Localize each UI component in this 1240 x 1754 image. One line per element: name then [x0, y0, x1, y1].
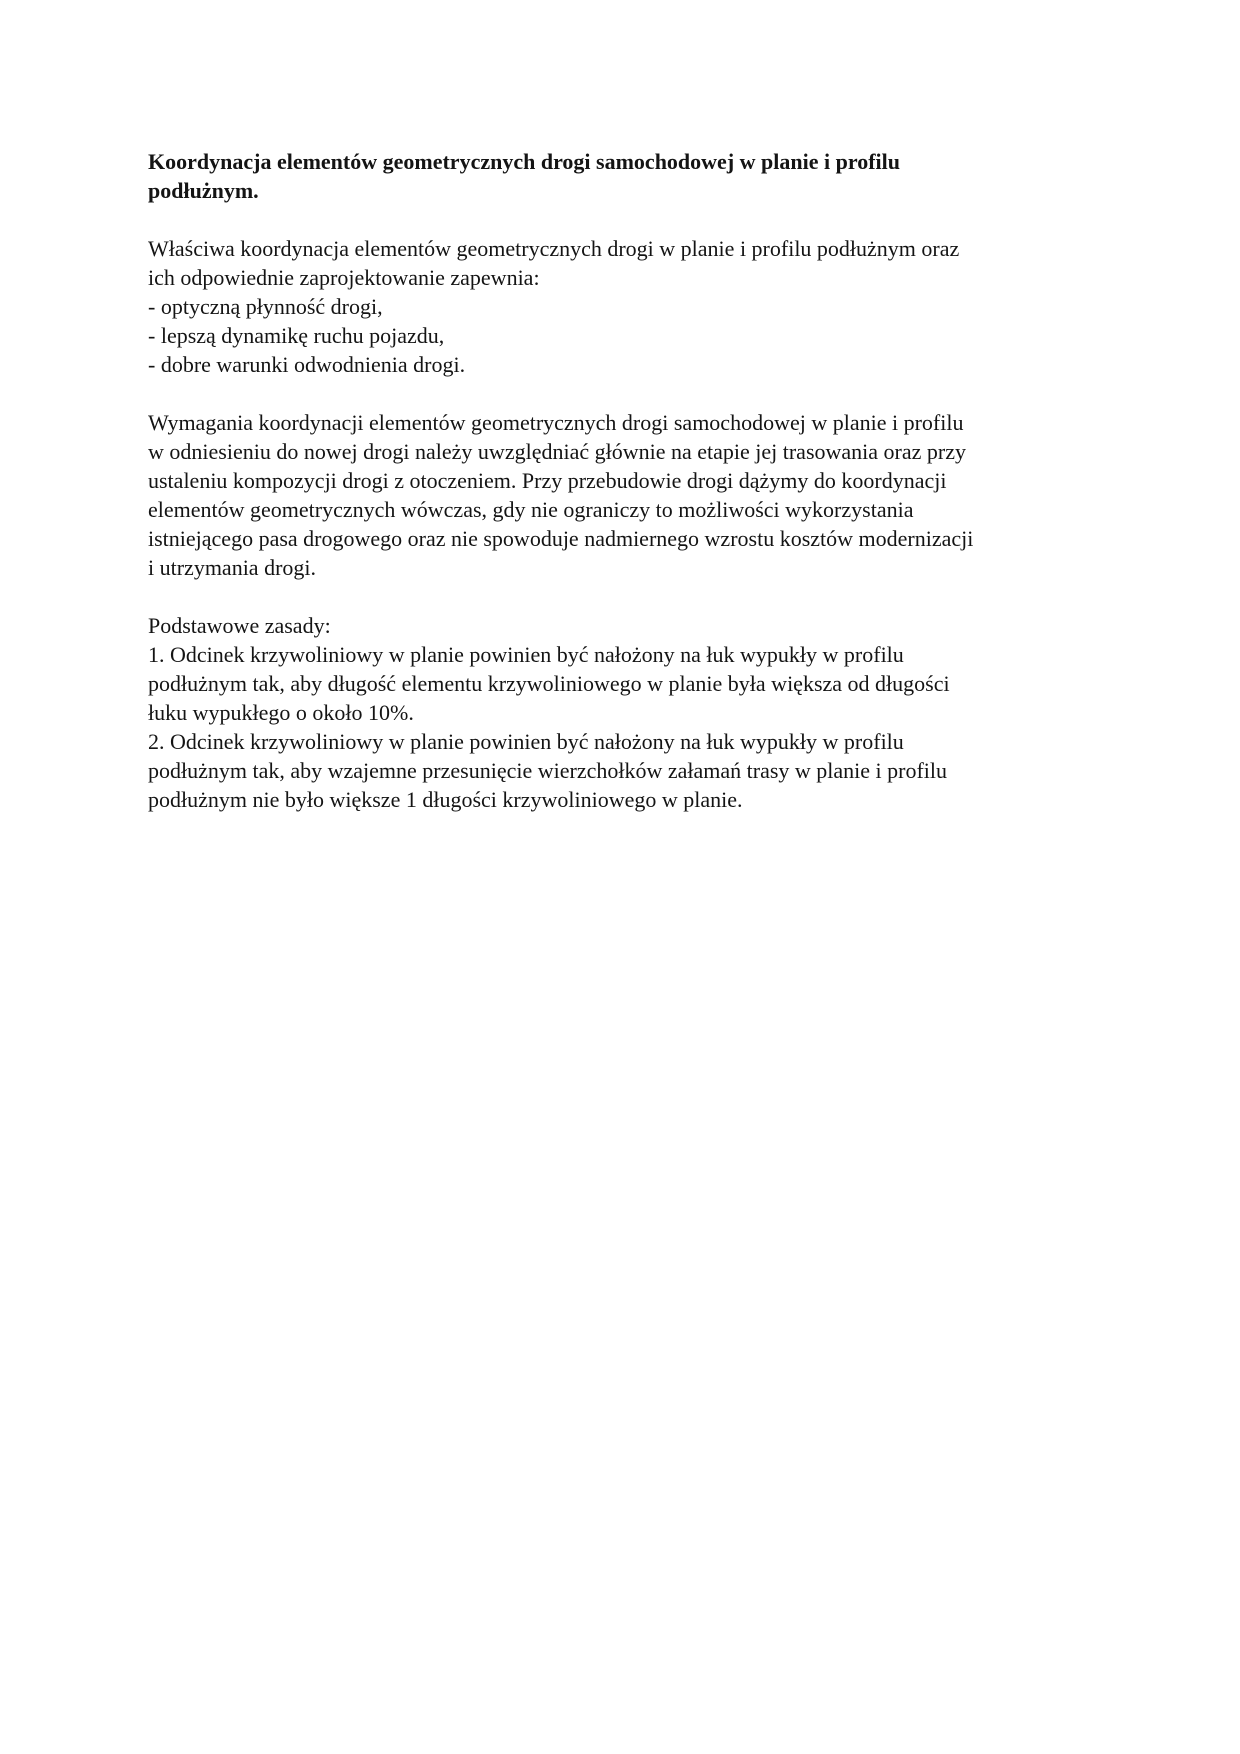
paragraph-gap [148, 582, 1088, 611]
intro-bullet: - optyczną płynność drogi, [148, 294, 383, 319]
rules-line: podłużnym nie było większe 1 długości krzywoliniowego w planie. [148, 787, 743, 812]
rules-line: podłużnym tak, aby wzajemne przesunięcie wierzchołków załamań trasy w planie i profilu [148, 758, 948, 783]
title-line: Koordynacja elementów geometrycznych drogi samochodowej w planie i profilu [148, 149, 900, 174]
requirements-line: i utrzymania drogi. [148, 555, 317, 580]
requirements-line: elementów geometrycznych wówczas, gdy nie ograniczy to możliwości wykorzystania [148, 497, 914, 522]
paragraph-gap [148, 379, 1088, 408]
rules-heading: Podstawowe zasady: [148, 613, 331, 638]
rules-line: podłużnym tak, aby długość elementu krzywoliniowego w planie była większa od długości [148, 671, 950, 696]
rules-line: 2. Odcinek krzywoliniowy w planie powinien być nałożony na łuk wypukły w profilu [148, 729, 904, 754]
title-line: podłużnym. [148, 178, 259, 203]
intro-line: ich odpowiednie zaprojektowanie zapewnia: [148, 265, 540, 290]
rules-paragraph [148, 611, 1088, 814]
paragraph-gap [148, 205, 1088, 234]
requirements-paragraph [148, 408, 1088, 582]
document-title [148, 147, 1088, 205]
intro-line: Właściwa koordynacja elementów geometrycznych drogi w planie i profilu podłużnym oraz [148, 236, 960, 261]
requirements-line: istniejącego pasa drogowego oraz nie spowoduje nadmiernego wzrostu kosztów modernizacji [148, 526, 974, 551]
intro-bullet: - dobre warunki odwodnienia drogi. [148, 352, 466, 377]
rules-line: 1. Odcinek krzywoliniowy w planie powinien być nałożony na łuk wypukły w profilu [148, 642, 904, 667]
requirements-line: ustaleniu kompozycji drogi z otoczeniem. Przy przebudowie drogi dążymy do koordynacji [148, 468, 947, 493]
intro-paragraph [148, 234, 1088, 379]
document-content [148, 147, 1088, 814]
rules-line: łuku wypukłego o około 10%. [148, 700, 414, 725]
requirements-line: w odniesieniu do nowej drogi należy uwzględniać głównie na etapie jej trasowania oraz przy [148, 439, 966, 464]
requirements-line: Wymagania koordynacji elementów geometrycznych drogi samochodowej w planie i profilu [148, 410, 964, 435]
intro-bullet: - lepszą dynamikę ruchu pojazdu, [148, 323, 445, 348]
